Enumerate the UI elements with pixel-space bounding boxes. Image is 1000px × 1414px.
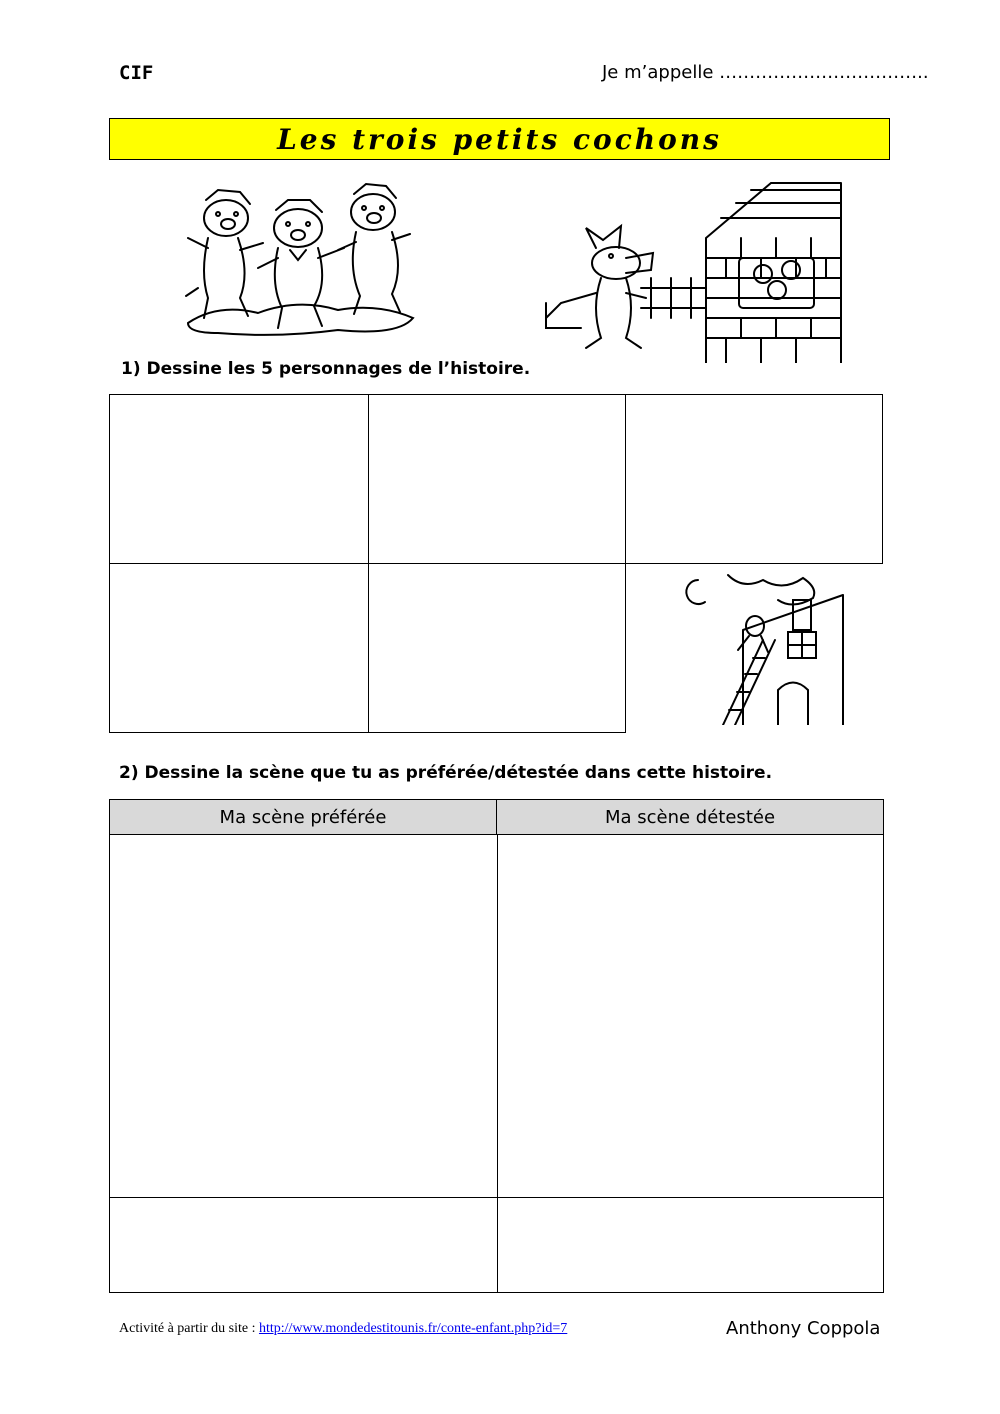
source-link[interactable]: http://www.mondedestitounis.fr/conte-enfant.php?id=7 bbox=[258, 1321, 568, 1336]
disliked-scene-drawing[interactable] bbox=[497, 834, 884, 1198]
question-1: 1) Dessine les 5 personnages de l’histoire. bbox=[121, 359, 531, 379]
footer-source bbox=[119, 1321, 567, 1337]
three-pigs-image bbox=[178, 178, 423, 338]
name-prompt: Je m’appelle …………………………….. bbox=[602, 62, 929, 83]
favorite-scene-drawing[interactable] bbox=[109, 834, 498, 1198]
drawing-box-5[interactable] bbox=[368, 563, 626, 733]
page-title: Les trois petits cochons bbox=[277, 122, 722, 156]
favorite-scene-writing[interactable] bbox=[109, 1197, 498, 1293]
drawing-box-1[interactable] bbox=[109, 394, 369, 564]
source-label: Activité à partir du site : bbox=[119, 1321, 259, 1336]
drawing-box-4[interactable] bbox=[109, 563, 369, 733]
drawing-box-3[interactable] bbox=[625, 394, 883, 564]
class-code: CIF bbox=[119, 62, 154, 84]
chimney-image bbox=[683, 570, 848, 725]
scene-table bbox=[109, 799, 884, 1293]
title-banner bbox=[109, 118, 890, 160]
author-name: Anthony Coppola bbox=[726, 1318, 881, 1339]
favorite-scene-header: Ma scène préférée bbox=[110, 800, 497, 835]
disliked-scene-header: Ma scène détestée bbox=[497, 800, 883, 835]
wolf-house-image bbox=[541, 178, 846, 363]
disliked-scene-writing[interactable] bbox=[497, 1197, 884, 1293]
drawing-box-2[interactable] bbox=[368, 394, 626, 564]
question-2: 2) Dessine la scène que tu as préférée/détestée dans cette histoire. bbox=[119, 763, 773, 783]
